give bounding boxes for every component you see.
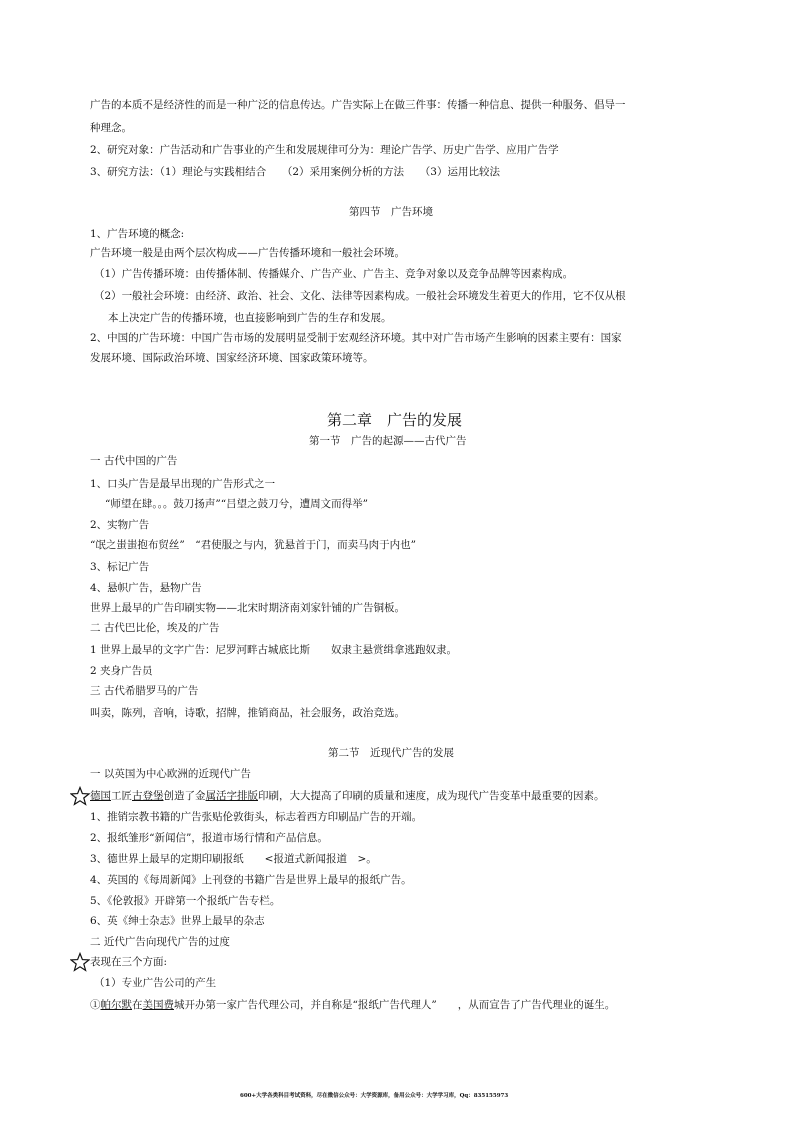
underlined-term: 帕尔默 (100, 999, 132, 1011)
text-line: 4、英国的《每周新闻》上刊登的书籍广告是世界上最早的报纸广告。 (90, 874, 412, 886)
text-line: 6、英《绅士杂志》世界上最早的杂志 (90, 915, 265, 927)
text-line: “氓之蚩蚩抱布贸丝” “君使服之与内，犹悬首于门，而卖马肉于内也” (90, 539, 416, 551)
text-segment: 印刷，大大提高了印刷的质量和速度，成为现代广告变革中最重要的因素。 (258, 790, 605, 802)
section-heading: 第一节 广告的起源——古代广告 (309, 435, 467, 447)
text-line: 1 世界上最早的文字广告：尼罗河畔古城底比斯 奴隶主悬赏缉拿逃跑奴隶。 (90, 644, 458, 656)
underlined-term: 古登堡 (132, 790, 164, 802)
text-line: 一 古代中国的广告 (90, 455, 178, 467)
page-footer: 600+大学各类科目考试资料，尽在微信公众号：大学资源库，备用公众号：大学学习库，Qq：835155973 (240, 1093, 509, 1099)
text-segment: 工匠 (111, 790, 132, 802)
text-line: 1、口头广告是最早出现的广告形式之一 (90, 478, 276, 490)
text-line: 1、推销宗教书籍的广告张贴伦敦街头，标志着西方印刷品广告的开端。 (90, 811, 423, 823)
text-line: 本上决定广告的传播环境，也直接影响到广告的生存和发展。 (108, 312, 392, 324)
text-line: 1、广告环境的概念: (90, 228, 185, 240)
text-line: 二 古代巴比伦，埃及的广告 (90, 622, 220, 634)
underlined-term: 德国 (90, 790, 111, 802)
text-segment: ① (90, 999, 101, 1011)
text-line: 广告的本质不是经济性的而是一种广泛的信息传达。广告实际上在做三件事：传播一种信息、提供一种服务、倡导一 (90, 99, 626, 111)
text-line: 2 夹身广告员 (90, 665, 153, 677)
text-line: （1）专业广告公司的产生 (94, 977, 217, 989)
text-line: 表现在三个方面: (90, 956, 168, 968)
text-line: 5、《伦敦报》开辟第一个报纸广告专栏。 (90, 895, 281, 907)
text-segment: 城开办第一家广告代理公司，并自称是“报纸广告代理人” ，从而宣告了广告代理业的诞生。 (174, 999, 616, 1011)
text-line: 3、德世界上最早的定期印刷报纸 <报道式新闻报道 >。 (90, 853, 377, 865)
underlined-term: 美国费 (142, 999, 174, 1011)
section-heading: 第四节 广告环境 (349, 206, 433, 218)
text-line: 3、标记广告 (90, 561, 150, 573)
star-icon (70, 952, 90, 972)
text-line: 3、研究方法：（1）理论与实践相结合 （2）采用案例分析的方法 （3）运用比较法 (90, 166, 500, 178)
text-line: 发展环境、国际政治环境、国家经济环境、国家政策环境等。 (90, 352, 374, 364)
text-line: “师望在肆。。。鼓刀扬声”“吕望之鼓刀兮，遭周文而得举” (105, 498, 368, 510)
text-line: 4、悬帜广告，悬物广告 (90, 582, 202, 594)
text-line: 世界上最早的广告印刷实物——北宋时期济南刘家针铺的广告铜板。 (90, 602, 405, 614)
text-line: 三 古代希腊罗马的广告 (90, 685, 199, 697)
text-line: 2、中国的广告环境：中国广告市场的发展明显受制于宏观经济环境。其中对广告市场产生影响的因素主要有：国家 (90, 332, 622, 344)
text-segment: 在 (132, 999, 143, 1011)
text-line: （1）广告传播环境：由传播体制、传播媒介、广告产业、广告主、竞争对象以及竞争品牌等因素构成。 (94, 268, 574, 280)
text-line: （2）一般社会环境：由经济、政治、社会、文化、法律等因素构成。一般社会环境发生着更大的作用，它不仅从根 (94, 290, 626, 302)
text-line (90, 789, 605, 803)
chapter-title: 第二章 广告的发展 (327, 411, 463, 429)
text-line: 广告环境一般是由两个层次构成——广告传播环境和一般社会环境。 (90, 247, 405, 259)
text-line: 种理念。 (90, 122, 132, 134)
text-line (90, 998, 615, 1012)
text-line: 二 近代广告向现代广告的过度 (90, 936, 230, 948)
text-line: 2、研究对象：广告活动和广告事业的产生和发展规律可分为：理论广告学、历史广告学、应用广告学 (90, 144, 559, 156)
text-segment: 创造了金 (163, 790, 206, 802)
text-line: 2、报纸雏形“新闻信”，报道市场行情和产品信息。 (90, 832, 328, 844)
underlined-term: 属活字排版 (205, 790, 258, 802)
star-icon (70, 786, 90, 806)
text-line: 叫卖，陈列，音响，诗歌，招牌，推销商品，社会服务，政治竞选。 (90, 707, 405, 719)
section-heading: 第二节 近现代广告的发展 (328, 747, 454, 759)
text-line: 2、实物广告 (90, 519, 150, 531)
text-line: 一 以英国为中心欧洲的近现代广告 (90, 768, 251, 780)
